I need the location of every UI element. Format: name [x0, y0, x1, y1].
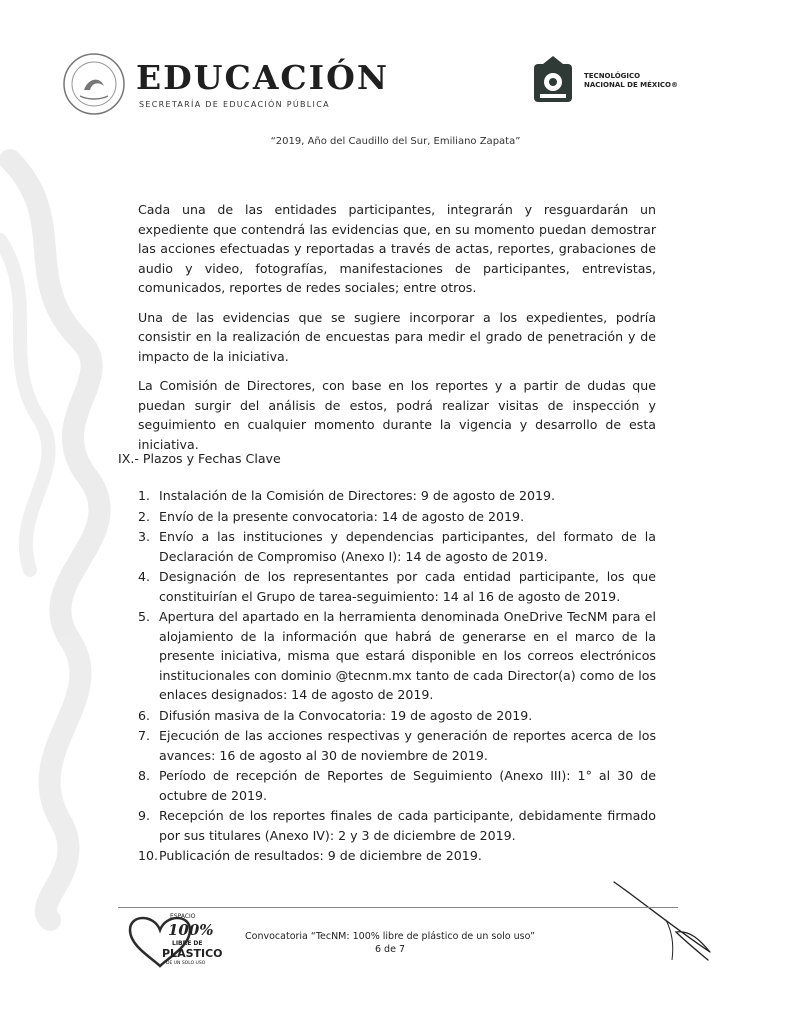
item-number: 9. — [138, 808, 151, 823]
item-number: 8. — [138, 768, 151, 783]
handwritten-signature — [610, 870, 720, 965]
item-text: Designación de los representantes por cada entidad participante, los que constituirían el Grupo de tarea-seguimiento: 14 al 16 de agosto de 2019. — [159, 569, 656, 604]
mexico-seal-logo — [62, 52, 126, 116]
list-item — [138, 846, 656, 866]
background-watermark — [0, 160, 120, 920]
education-subtitle: SECRETARÍA DE EDUCACIÓN PÚBLICA — [139, 100, 330, 109]
item-number: 1. — [138, 488, 151, 503]
item-number: 3. — [138, 529, 151, 544]
tecnm-logo — [530, 54, 576, 106]
tecnm-name-line2: NACIONAL DE MÉXICO® — [584, 81, 679, 89]
list-item — [138, 766, 656, 805]
item-text: Envío a las instituciones y dependencias participantes, del formato de la Declaración de Compromiso (Anexo I): 14 de agosto de 2019. — [159, 529, 656, 564]
list-item — [138, 607, 656, 705]
education-title: EDUCACIÓN — [136, 58, 390, 97]
list-item — [138, 567, 656, 606]
item-number: 10. — [138, 848, 159, 863]
section-heading: IX.- Plazos y Fechas Clave — [118, 451, 281, 466]
list-item — [138, 527, 656, 566]
logo-espacio: ESPACIO — [170, 913, 196, 920]
paragraph: La Comisión de Directores, con base en los reportes y a partir de dudas que puedan surgir del análisis de estos, podrá realizar visitas de inspección y seguimiento en cualquier momento durante la vigencia y desarrollo de esta iniciativa. — [138, 378, 656, 452]
item-number: 5. — [138, 609, 151, 624]
list-item — [138, 726, 656, 765]
item-number: 2. — [138, 508, 151, 524]
item-text: Ejecución de las acciones respectivas y generación de reportes acerca de los avances: 16 de agosto al 30 de noviembre de 2019. — [159, 728, 656, 763]
item-number: 4. — [138, 569, 151, 584]
paragraph: Cada una de las entidades participantes, integrarán y resguardarán un expediente que contendrá las evidencias que, en su momento puedan demostrar las acciones efectuadas y reportadas a través de actas, reportes, grabaciones de audio y video, fotografías, manifestaciones de participantes, entrevistas, comunicados, reportes de redes sociales; entre otros. — [138, 202, 656, 295]
item-text: Apertura del apartado en la herramienta denominada OneDrive TecNM para el alojamiento de la información que habrá de generarse en el marco de la presente iniciativa, misma que estará disponible en los correos electrónicos institucionales con dominio @tecnm.mx tanto de cada Director(a) como de los enlaces designados: 14 de agosto de 2019. — [159, 609, 656, 702]
logo-percent: 100% — [168, 921, 214, 939]
logo-libre: LIBRE DE — [172, 940, 203, 947]
page-number: 6 de 7 — [374, 944, 405, 955]
item-text: Recepción de los reportes finales de cada participante, debidamente firmado por sus titulares (Anexo IV): 2 y 3 de diciembre de 2019. — [159, 808, 656, 843]
item-text: Período de recepción de Reportes de Seguimiento (Anexo III): 1° al 30 de octubre de 2019. — [159, 768, 656, 803]
item-number: 6. — [138, 707, 151, 723]
paragraph: Una de las evidencias que se sugiere incorporar a los expedientes, podría consistir en la realización de encuestas para medir el grado de penetración y de impacto de la iniciativa. — [138, 309, 656, 364]
item-number: 7. — [138, 728, 151, 743]
body-text — [138, 200, 656, 464]
footer-text — [220, 930, 560, 956]
item-text: Instalación de la Comisión de Directores: 9 de agosto de 2019. — [159, 488, 556, 503]
key-dates-list — [138, 486, 656, 867]
list-item — [138, 806, 656, 845]
year-motto: “2019, Año del Caudillo del Sur, Emiliano Zapata” — [270, 136, 521, 147]
list-item — [138, 486, 656, 506]
item-text: Envío de la presente convocatoria: 14 de agosto de 2019. — [159, 508, 525, 524]
tecnm-name — [584, 72, 678, 90]
logo-small-text: DE UN SOLO USO — [166, 961, 206, 966]
tecnm-name-line1: TECNOLÓGICO — [584, 72, 641, 80]
list-item — [138, 507, 656, 527]
item-text: Publicación de resultados: 9 de diciembre de 2019. — [159, 848, 482, 863]
letterhead — [62, 50, 742, 120]
item-text: Difusión masiva de la Convocatoria: 19 de agosto de 2019. — [159, 707, 533, 723]
logo-plastico: PLÁSTICO — [162, 947, 223, 960]
list-item — [138, 706, 656, 726]
footer-convocatoria: Convocatoria “TecNM: 100% libre de plástico de un solo uso” — [245, 931, 535, 942]
plastic-free-space-logo — [120, 908, 223, 968]
